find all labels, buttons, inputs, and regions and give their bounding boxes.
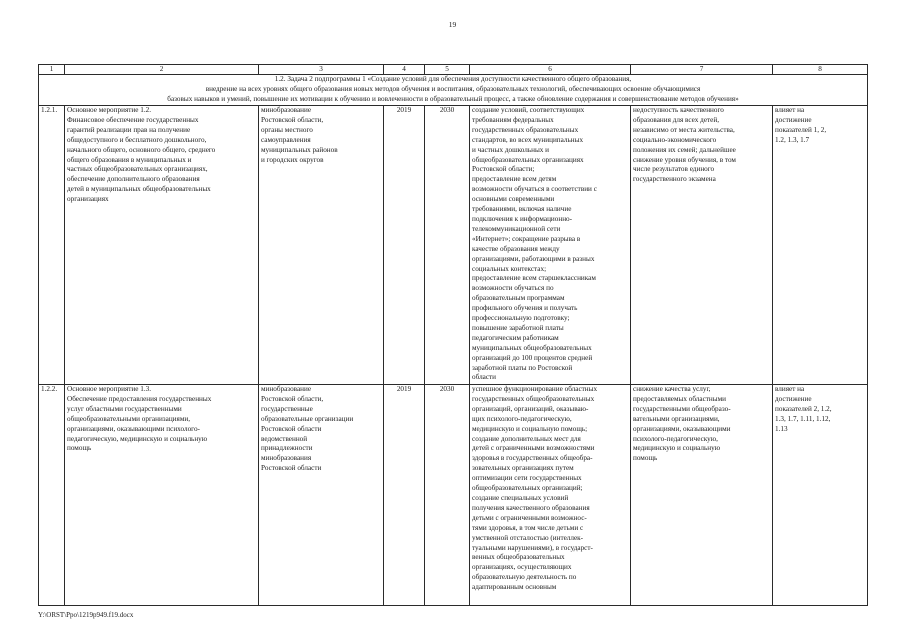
text-line: педагогическую, медицинскую и социальную: [67, 434, 208, 443]
text-line: организаций, организаций, оказываю-: [472, 404, 589, 413]
text-line: детьми с ограниченными возможнос-: [472, 513, 587, 522]
measure-name: [65, 385, 259, 606]
text-line: требованиями, включая наличие: [472, 205, 572, 214]
text-line: медицинскую и социальную помощь;: [472, 424, 588, 433]
program-measures-table: [38, 64, 868, 606]
text-line: получения качественного образования: [472, 503, 590, 512]
text-line: тями здоровья, в том числе детьми с: [472, 523, 584, 532]
text-line: частных общеобразовательных организациях,: [67, 165, 208, 174]
text-line: подключения к информационно-: [472, 214, 573, 223]
text-line: внедрение на всех уровнях общего образования новых методов обучения и воспитания, образовательных технологий, обеспечивающих освоение обучающимися: [205, 84, 701, 93]
text-line: организациями, работающими в разных: [472, 254, 595, 263]
text-line: общеобразовательными организациями,: [67, 414, 191, 423]
text-line: образования для всех детей,: [633, 115, 719, 124]
text-line: Основное мероприятие 1.3.: [67, 385, 152, 393]
text-line: здоровья в государственных общеобра-: [472, 454, 593, 463]
text-line: государственных общеобразовательных: [472, 394, 595, 403]
text-line: телекоммуникационной сети: [472, 224, 561, 233]
text-line: венных общеобразовательных: [472, 553, 565, 562]
text-line: независимо от места жительства,: [633, 125, 735, 134]
non-implementation-consequences: [631, 106, 773, 385]
text-line: государственные: [261, 404, 313, 413]
text-line: создание дополнительных мест для: [472, 434, 581, 443]
table-row: [39, 106, 868, 385]
text-line: помощь: [633, 454, 658, 463]
column-number-row: [39, 65, 868, 75]
text-line: показателей 2, 1.2,: [775, 404, 832, 413]
text-line: предоставление всем старшеклассникам: [472, 274, 596, 283]
text-line: организациями, оказывающими психолого-: [67, 424, 200, 433]
text-line: общего образования в муниципальных и: [67, 155, 192, 164]
text-line: стандартов, во всех муниципальных: [472, 135, 584, 144]
text-line: вательными организациями,: [633, 414, 720, 423]
text-line: и городских округов: [261, 155, 324, 164]
text-line: базовых навыков и умений, повышение их мотивации к обучению и вовлеченности в образовательный процесс, а также обновление содержания и совершенствование методов обучения»: [167, 94, 739, 103]
text-line: образовательные организации: [261, 414, 354, 423]
text-line: «Интернет»; сокращение разрыва в: [472, 234, 581, 243]
text-line: организациями, оказывающими: [633, 424, 731, 433]
expected-result: [470, 106, 631, 385]
text-line: достижение: [775, 115, 812, 124]
measure-name: [65, 106, 259, 385]
column-number: 3: [259, 65, 384, 75]
text-line: достижение: [775, 394, 812, 403]
related-indicators: [773, 106, 868, 385]
text-line: повышение заработной платы: [472, 323, 564, 332]
column-number: 2: [65, 65, 259, 75]
column-number: 6: [470, 65, 631, 75]
text-line: организаций до 100 процентов средней: [472, 353, 593, 362]
column-number: 1: [39, 65, 65, 75]
end-year: 2030: [425, 385, 470, 606]
text-line: образовательную деятельность по: [472, 573, 577, 582]
text-line: создание условий, соответствующих: [472, 106, 585, 114]
text-line: общеобразовательных организаций;: [472, 484, 583, 493]
text-line: ведомственной: [261, 434, 308, 443]
text-line: органы местного: [261, 125, 313, 134]
column-number: 7: [631, 65, 773, 75]
task-heading: [39, 75, 868, 106]
text-line: Ростовской области: [261, 464, 322, 473]
text-line: государственных образовательных: [472, 125, 579, 134]
text-line: общедоступного и бесплатного дошкольного,: [67, 135, 207, 144]
text-line: Финансовое обеспечение государственных: [67, 115, 199, 124]
text-line: возможности обучаться в соответствии с: [472, 185, 597, 194]
text-line: щих психолого-педагогическую,: [472, 414, 572, 423]
text-line: создание специальных условий: [472, 493, 569, 502]
end-year: 2030: [425, 106, 470, 385]
text-line: влияет на: [775, 385, 805, 393]
text-line: адаптированным основным: [472, 583, 557, 592]
text-line: профильного обучения и получать: [472, 304, 578, 313]
text-line: 1.13: [775, 424, 788, 433]
text-line: числе результатов единого: [633, 165, 715, 174]
text-line: качестве образования между: [472, 244, 560, 253]
text-line: муниципальных районов: [261, 145, 338, 154]
text-line: начального общего, основного общего, среднего: [67, 145, 216, 154]
text-line: услуг областными государственными: [67, 404, 182, 413]
text-line: предоставляемых областными: [633, 394, 726, 403]
text-line: Основное мероприятие 1.2.: [67, 106, 152, 114]
text-line: психолого-педагогическую,: [633, 434, 718, 443]
page-number: 19: [448, 20, 457, 29]
text-line: помощь: [67, 444, 92, 453]
text-line: Ростовской области: [261, 424, 322, 433]
file-path-footer: Y:\ORST\Ppo\1219p949.f19.docx: [38, 611, 134, 619]
text-line: общеобразовательных организациях: [472, 155, 584, 164]
text-line: организациях: [67, 195, 109, 204]
text-line: государственными общеобразо-: [633, 404, 731, 413]
responsible-executor: [259, 106, 384, 385]
start-year: 2019: [384, 385, 425, 606]
row-number: 1.2.1.: [39, 106, 65, 385]
non-implementation-consequences: [631, 385, 773, 606]
text-line: предоставление всем детям: [472, 175, 557, 184]
text-line: туальными нарушениями), в государст-: [472, 543, 593, 552]
text-line: 1.2. Задача 2 подпрограммы 1 «Создание условий для обеспечения доступности качественного общего образования,: [274, 75, 632, 83]
text-line: влияет на: [775, 106, 805, 114]
column-number: 4: [384, 65, 425, 75]
text-line: детей в муниципальных общеобразовательных: [67, 185, 211, 194]
text-line: области: [472, 373, 497, 382]
text-line: заработной платы по Ростовской: [472, 363, 573, 372]
text-line: государственного экзамена: [633, 175, 716, 184]
text-line: педагогическим работникам: [472, 333, 559, 342]
text-line: основными современными: [472, 195, 555, 204]
text-line: организациях, осуществляющих: [472, 563, 572, 572]
text-line: недоступность качественного: [633, 106, 724, 114]
expected-result: [470, 385, 631, 606]
text-line: детей с ограниченными возможностями: [472, 444, 595, 453]
text-line: Ростовской области;: [472, 165, 535, 174]
text-line: положения их семей; дальнейшее: [633, 145, 736, 154]
text-line: и частных дошкольных и: [472, 145, 550, 154]
row-number: 1.2.2.: [39, 385, 65, 606]
text-line: социально-экономического: [633, 135, 717, 144]
text-line: требованиям федеральных: [472, 115, 554, 124]
text-line: зовательных организациях путем: [472, 464, 574, 473]
text-line: показателей 1, 2,: [775, 125, 827, 134]
start-year: 2019: [384, 106, 425, 385]
related-indicators: [773, 385, 868, 606]
responsible-executor: [259, 385, 384, 606]
text-line: самоуправления: [261, 135, 311, 144]
text-line: Ростовской области,: [261, 394, 324, 403]
text-line: умственной отсталостью (интеллек-: [472, 533, 584, 542]
text-line: образовательным программам: [472, 294, 565, 303]
text-line: принадлежности: [261, 444, 313, 453]
text-line: социальных контекстах;: [472, 264, 547, 273]
text-line: обеспечение дополнительного образования: [67, 175, 200, 184]
column-number: 5: [425, 65, 470, 75]
table-row: [39, 385, 868, 606]
text-line: 1.3, 1.7, 1.11, 1.12,: [775, 414, 831, 423]
text-line: муниципальных общеобразовательных: [472, 343, 592, 352]
text-line: минобразования: [261, 454, 312, 463]
text-line: минобразование: [261, 106, 312, 114]
text-line: гарантий реализации прав на получение: [67, 125, 191, 134]
task-heading-row: [39, 75, 868, 106]
text-line: медицинскую и социальную: [633, 444, 721, 453]
text-line: профессиональную подготовку;: [472, 314, 570, 323]
text-line: минобразование: [261, 385, 312, 393]
text-line: Ростовской области,: [261, 115, 324, 124]
text-line: 1.2, 1.3, 1.7: [775, 135, 810, 144]
text-line: возможности обучаться по: [472, 284, 554, 293]
text-line: Обеспечение предоставления государственных: [67, 394, 212, 403]
text-line: снижение уровня обучения, в том: [633, 155, 736, 164]
text-line: оптимизации сети государственных: [472, 474, 582, 483]
text-line: успешное функционирование областных: [472, 385, 598, 393]
text-line: снижение качества услуг,: [633, 385, 711, 393]
column-number: 8: [773, 65, 868, 75]
